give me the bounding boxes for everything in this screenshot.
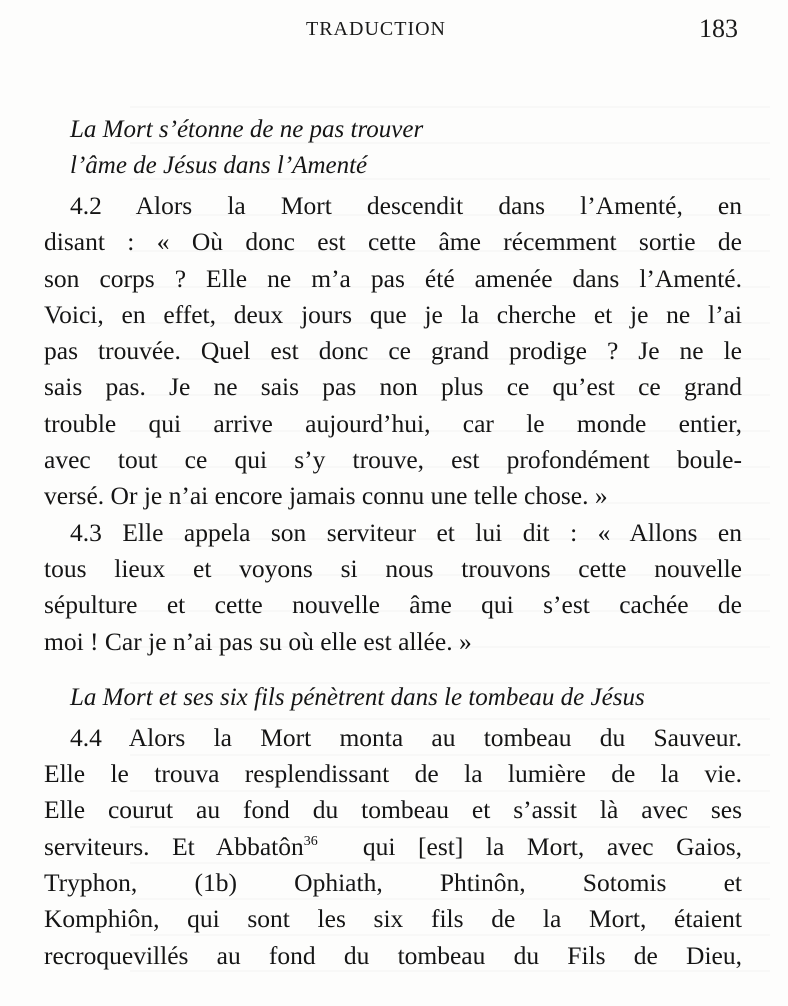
page-number: 183: [699, 14, 738, 43]
text-line: Voici, en effet, deux jours que je la cherche et je ne l’ai: [44, 299, 742, 329]
text-line: versé. Or je n’ai encore jamais connu une telle chose. »: [44, 481, 608, 511]
footnote-reference[interactable]: 36: [303, 833, 318, 849]
body-text: [44, 112, 742, 974]
running-head: TRADUCTION: [306, 18, 446, 40]
text-line: sais pas. Je ne sais pas non plus ce qu’est ce grand: [44, 372, 742, 402]
text-line: trouble qui arrive aujourd’hui, car le monde entier,: [44, 408, 742, 438]
section-title-1: [70, 112, 742, 184]
text-line: recroquevillés au fond du tombeau du Fils de Dieu,: [44, 940, 742, 970]
text-line: sépulture et cette nouvelle âme qui s’est cachée de: [44, 590, 742, 620]
text-line: 4.2 Alors la Mort descendit dans l’Amenté, en: [70, 191, 742, 220]
text-line: Komphiôn, qui sont les six fils de la Mort, étaient: [44, 904, 742, 934]
text-line: moi ! Car je n’ai pas su où elle est allée. »: [44, 626, 472, 656]
text-line: pas trouvée. Quel est donc ce grand prodige ? Je ne le: [44, 336, 742, 366]
text-line: son corps ? Elle ne m’a pas été amenée dans l’Amenté.: [44, 263, 742, 293]
page-header: [0, 14, 788, 46]
text-line: disant : « Où donc est cette âme récemment sortie de: [44, 227, 742, 257]
paragraph-4-4: [44, 720, 742, 974]
section-title-2: [70, 680, 742, 716]
text-fragment: qui [est] la Mort, avec Gaios,: [317, 831, 742, 861]
text-line: Elle courut au fond du tombeau et s’assit là avec ses: [44, 795, 742, 825]
text-line: Elle le trouva resplendissant de la lumière de la vie.: [44, 759, 742, 789]
section-title-1-line-1: La Mort s’étonne de ne pas trouver: [70, 116, 424, 143]
paragraph-4-2: [44, 188, 742, 515]
text-line: 4.4 Alors la Mort monta au tombeau du Sauveur.: [70, 722, 742, 752]
section-title-2-line: La Mort et ses six fils pénètrent dans le tombeau de Jésus: [70, 683, 645, 711]
text-fragment: serviteurs. Et Abbatôn: [44, 831, 304, 861]
text-line: 4.3 Elle appela son serviteur et lui dit : « Allons en: [70, 517, 742, 547]
text-line: avec tout ce qui s’y trouve, est profondément boule-: [44, 445, 742, 475]
paragraph-4-3: [44, 515, 742, 660]
text-line: Tryphon, (1b) Ophiath, Phtinôn, Sotomis et: [44, 868, 742, 898]
section-title-1-line-2: l’âme de Jésus dans l’Amenté: [70, 152, 368, 179]
text-line: tous lieux et voyons si nous trouvons cette nouvelle: [44, 553, 742, 583]
text-line-with-note: [44, 829, 742, 865]
